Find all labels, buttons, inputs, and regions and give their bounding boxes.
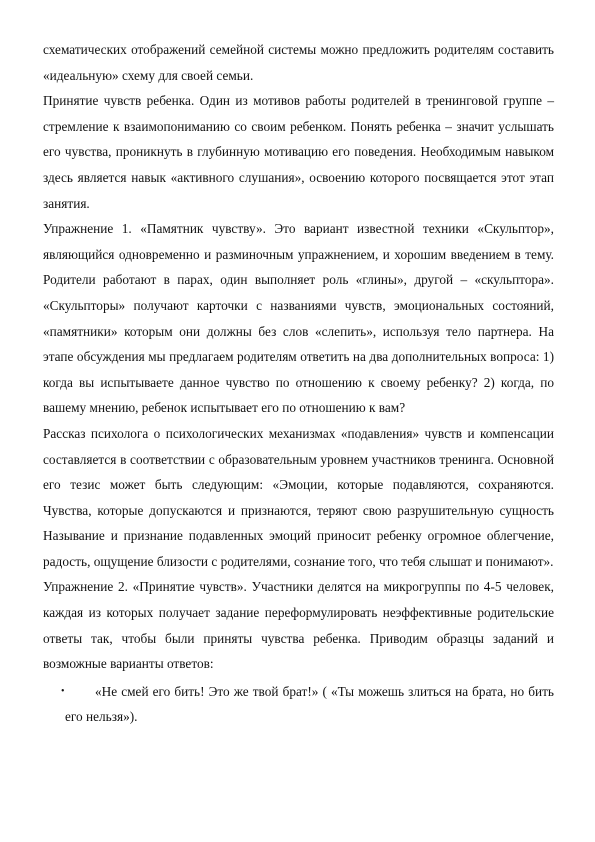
paragraph-exercise-2: Упражнение 2. «Принятие чувств». Участники делятся на микрогруппы по 4-5 человек, каждая из которых получает задание переформулировать неэффективные родительские ответы так, чтобы были приняты чувства ребенка. Приводим образцы заданий и возможные варианты ответов: — [43, 579, 554, 672]
paragraph-family-scheme: схематических отображений семейной системы можно предложить родителям составить «идеальную» схему для своей семьи. — [43, 42, 554, 83]
paragraph-psychologist-story: Рассказ психолога о психологических механизмах «подавления» чувств и компенсации составляется в соответствии с образовательным уровнем участников тренинга. Основной его тезис может быть следующим: «Эмоции, которые подавляются, сохраняются. Чувства, которые допускаются и признаются, теряют свою разрушительную сущность Называние и признание подавленных эмоций приносит ребенку огромное облегчение, радость, ощущение близости с родителями, сознание того, что тебя слышат и понимают». — [43, 425, 554, 569]
list-item — [43, 679, 554, 730]
bullet-icon: • — [61, 685, 65, 697]
paragraph-accepting-feelings: Принятие чувств ребенка. Один из мотивов работы родителей в тренинговой группе – стремление к взаимопониманию со своим ребенком. Понять ребенка – значит услышать его чувства, проникнуть в глубинную мотивацию его поведения. Необходимым навыком здесь является навык «активного слушания», освоению которого посвящается этот этап занятия. — [43, 93, 554, 211]
examples-list — [43, 679, 554, 730]
paragraph-exercise-1: Упражнение 1. «Памятник чувству». Это вариант известной техники «Скульптор», являющийся одновременно и разминочным упражнением, и хорошим введением в тему. Родители работают в парах, один выполняет роль «глины», другой – «скульптора». «Скульпторы» получают карточки с названиями чувств, эмоциональных состояний, «памятники» которым они должны без слов «слепить», используя тело партнера. На этапе обсуждения мы предлагаем родителям ответить на два дополнительных вопроса: 1) когда вы испытываете данное чувство по отношению к своему ребенку? 2) когда, по вашему мнению, ребенок испытывает его по отношению к вам? — [43, 221, 554, 416]
list-item-text: «Не смей его бить! Это же твой брат!» ( «Ты можешь злиться на брата, но бить его нельзя»). — [65, 683, 554, 725]
